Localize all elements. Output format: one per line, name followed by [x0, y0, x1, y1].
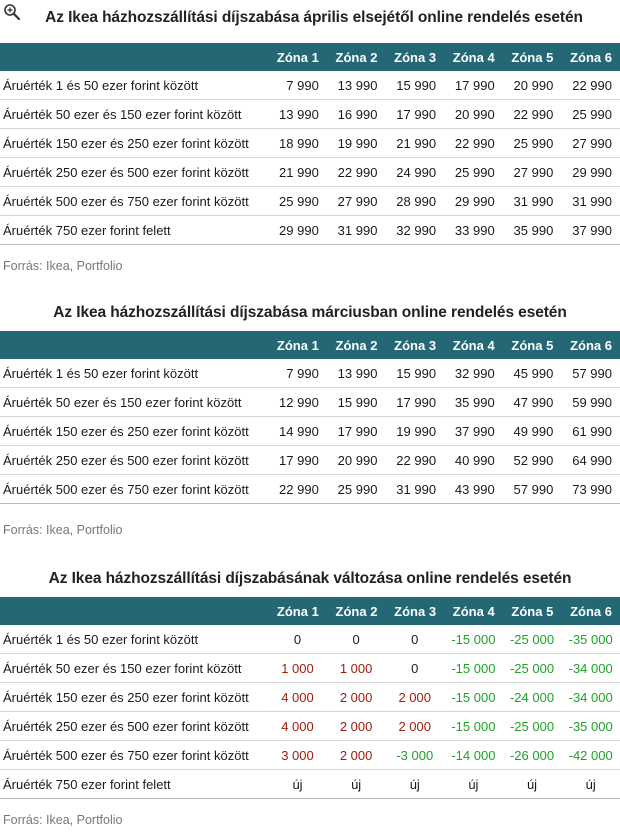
header-zone-4: Zóna 4 — [444, 597, 503, 625]
value-cell: 45 990 — [503, 359, 562, 388]
value-cell: 35 990 — [503, 216, 562, 245]
value-cell: 14 990 — [268, 417, 327, 446]
value-cell: 24 990 — [385, 158, 444, 187]
table-row — [0, 654, 620, 683]
table-row — [0, 741, 620, 770]
value-cell: 15 990 — [327, 388, 386, 417]
value-cell: új — [327, 770, 386, 799]
value-cell: 17 990 — [444, 71, 503, 100]
value-cell: 0 — [327, 625, 386, 654]
value-cell: 22 990 — [444, 129, 503, 158]
value-cell: 37 990 — [561, 216, 620, 245]
header-zone-2: Zóna 2 — [327, 597, 386, 625]
header-zone-3: Zóna 3 — [385, 43, 444, 71]
value-cell: -14 000 — [444, 741, 503, 770]
value-cell: 28 990 — [385, 187, 444, 216]
value-cell: 17 990 — [268, 446, 327, 475]
header-zone-1: Zóna 1 — [268, 43, 327, 71]
header-zone-6: Zóna 6 — [561, 597, 620, 625]
value-cell: új — [561, 770, 620, 799]
value-cell: -35 000 — [561, 712, 620, 741]
value-cell: -34 000 — [561, 654, 620, 683]
table-row — [0, 417, 620, 446]
row-label: Áruérték 250 ezer és 500 ezer forint között — [0, 712, 268, 741]
value-cell: 2 000 — [385, 683, 444, 712]
value-cell: új — [503, 770, 562, 799]
table-row — [0, 216, 620, 245]
value-cell: 12 990 — [268, 388, 327, 417]
value-cell: 61 990 — [561, 417, 620, 446]
value-cell: -35 000 — [561, 625, 620, 654]
value-cell: 7 990 — [268, 359, 327, 388]
value-cell: -26 000 — [503, 741, 562, 770]
row-label: Áruérték 50 ezer és 150 ezer forint között — [0, 100, 268, 129]
value-cell: 1 000 — [268, 654, 327, 683]
table-1-source: Forrás: Ikea, Portfolio — [3, 259, 123, 273]
row-label: Áruérték 500 ezer és 750 ezer forint között — [0, 475, 268, 504]
value-cell: 31 990 — [561, 187, 620, 216]
header-zone-5: Zóna 5 — [503, 331, 562, 359]
value-cell: -25 000 — [503, 625, 562, 654]
value-cell: 40 990 — [444, 446, 503, 475]
table-1-title: Az Ikea házhozszállítási díjszabása április elsejétől online rendelés esetén — [45, 9, 583, 26]
value-cell: 27 990 — [327, 187, 386, 216]
value-cell: -42 000 — [561, 741, 620, 770]
value-cell: 31 990 — [385, 475, 444, 504]
row-label: Áruérték 500 ezer és 750 ezer forint között — [0, 741, 268, 770]
value-cell: 43 990 — [444, 475, 503, 504]
header-zone-5: Zóna 5 — [503, 597, 562, 625]
value-cell: 25 990 — [444, 158, 503, 187]
value-cell: 32 990 — [444, 359, 503, 388]
header-label-cell — [0, 43, 268, 71]
value-cell: 47 990 — [503, 388, 562, 417]
value-cell: 27 990 — [503, 158, 562, 187]
table-3-title: Az Ikea házhozszállítási díjszabásának változása online rendelés esetén — [48, 570, 572, 587]
row-label: Áruérték 750 ezer forint felett — [0, 770, 268, 799]
row-label: Áruérték 150 ezer és 250 ezer forint között — [0, 417, 268, 446]
value-cell: 2 000 — [327, 712, 386, 741]
table-row — [0, 446, 620, 475]
value-cell: 20 990 — [327, 446, 386, 475]
value-cell: 20 990 — [503, 71, 562, 100]
value-cell: -15 000 — [444, 712, 503, 741]
value-cell: 22 990 — [327, 158, 386, 187]
header-zone-6: Zóna 6 — [561, 331, 620, 359]
value-cell: 18 990 — [268, 129, 327, 158]
header-zone-4: Zóna 4 — [444, 331, 503, 359]
header-zone-2: Zóna 2 — [327, 43, 386, 71]
table-header-row — [0, 331, 620, 359]
row-label: Áruérték 50 ezer és 150 ezer forint között — [0, 654, 268, 683]
value-cell: 4 000 — [268, 712, 327, 741]
value-cell: új — [444, 770, 503, 799]
value-cell: 19 990 — [327, 129, 386, 158]
value-cell: 2 000 — [327, 741, 386, 770]
value-cell: 73 990 — [561, 475, 620, 504]
value-cell: 49 990 — [503, 417, 562, 446]
value-cell: 27 990 — [561, 129, 620, 158]
value-cell: 17 990 — [327, 417, 386, 446]
row-label: Áruérték 150 ezer és 250 ezer forint között — [0, 683, 268, 712]
value-cell: 35 990 — [444, 388, 503, 417]
value-cell: 15 990 — [385, 71, 444, 100]
value-cell: 31 990 — [503, 187, 562, 216]
header-label-cell — [0, 597, 268, 625]
header-zone-1: Zóna 1 — [268, 597, 327, 625]
value-cell: 16 990 — [327, 100, 386, 129]
row-label: Áruérték 750 ezer forint felett — [0, 216, 268, 245]
value-cell: 57 990 — [561, 359, 620, 388]
table-header-row — [0, 43, 620, 71]
table-row — [0, 129, 620, 158]
value-cell: 29 990 — [268, 216, 327, 245]
value-cell: 17 990 — [385, 100, 444, 129]
row-label: Áruérték 1 és 50 ezer forint között — [0, 359, 268, 388]
row-label: Áruérték 150 ezer és 250 ezer forint között — [0, 129, 268, 158]
row-label: Áruérték 250 ezer és 500 ezer forint között — [0, 158, 268, 187]
table-row — [0, 187, 620, 216]
value-cell: -24 000 — [503, 683, 562, 712]
value-cell: -15 000 — [444, 683, 503, 712]
value-cell: 0 — [385, 625, 444, 654]
value-cell: 22 990 — [385, 446, 444, 475]
header-zone-6: Zóna 6 — [561, 43, 620, 71]
value-cell: 20 990 — [444, 100, 503, 129]
table-row — [0, 625, 620, 654]
value-cell: 0 — [268, 625, 327, 654]
table-row — [0, 71, 620, 100]
value-cell: 22 990 — [561, 71, 620, 100]
value-cell: új — [268, 770, 327, 799]
table-2-title: Az Ikea házhozszállítási díjszabása márciusban online rendelés esetén — [53, 304, 567, 321]
value-cell: 4 000 — [268, 683, 327, 712]
value-cell: 17 990 — [385, 388, 444, 417]
header-zone-4: Zóna 4 — [444, 43, 503, 71]
value-cell: 19 990 — [385, 417, 444, 446]
value-cell: 22 990 — [503, 100, 562, 129]
value-cell: 29 990 — [561, 158, 620, 187]
table-april-fees — [0, 43, 620, 245]
row-label: Áruérték 250 ezer és 500 ezer forint között — [0, 446, 268, 475]
value-cell: 52 990 — [503, 446, 562, 475]
header-zone-1: Zóna 1 — [268, 331, 327, 359]
table-row — [0, 388, 620, 417]
value-cell: 64 990 — [561, 446, 620, 475]
value-cell: 29 990 — [444, 187, 503, 216]
table-row — [0, 158, 620, 187]
row-label: Áruérték 1 és 50 ezer forint között — [0, 625, 268, 654]
table-row — [0, 475, 620, 504]
header-zone-2: Zóna 2 — [327, 331, 386, 359]
table-row — [0, 100, 620, 129]
value-cell: 31 990 — [327, 216, 386, 245]
table-3-source: Forrás: Ikea, Portfolio — [3, 813, 123, 827]
row-label: Áruérték 500 ezer és 750 ezer forint között — [0, 187, 268, 216]
table-march-fees — [0, 331, 620, 504]
value-cell: 13 990 — [327, 71, 386, 100]
header-zone-3: Zóna 3 — [385, 331, 444, 359]
value-cell: 1 000 — [327, 654, 386, 683]
table-row — [0, 683, 620, 712]
value-cell: 21 990 — [268, 158, 327, 187]
table-2-source: Forrás: Ikea, Portfolio — [3, 523, 123, 537]
value-cell: -15 000 — [444, 625, 503, 654]
value-cell: 2 000 — [327, 683, 386, 712]
value-cell: új — [385, 770, 444, 799]
value-cell: 13 990 — [268, 100, 327, 129]
value-cell: 13 990 — [327, 359, 386, 388]
header-label-cell — [0, 331, 268, 359]
value-cell: 22 990 — [268, 475, 327, 504]
value-cell: 59 990 — [561, 388, 620, 417]
table-row — [0, 359, 620, 388]
value-cell: -34 000 — [561, 683, 620, 712]
table-row — [0, 712, 620, 741]
value-cell: -25 000 — [503, 712, 562, 741]
table-fee-change — [0, 597, 620, 799]
value-cell: 25 990 — [327, 475, 386, 504]
value-cell: 57 990 — [503, 475, 562, 504]
value-cell: 32 990 — [385, 216, 444, 245]
header-zone-3: Zóna 3 — [385, 597, 444, 625]
value-cell: 3 000 — [268, 741, 327, 770]
row-label: Áruérték 50 ezer és 150 ezer forint között — [0, 388, 268, 417]
header-zone-5: Zóna 5 — [503, 43, 562, 71]
value-cell: 0 — [385, 654, 444, 683]
value-cell: -15 000 — [444, 654, 503, 683]
value-cell: 21 990 — [385, 129, 444, 158]
value-cell: 25 990 — [268, 187, 327, 216]
value-cell: 37 990 — [444, 417, 503, 446]
row-label: Áruérték 1 és 50 ezer forint között — [0, 71, 268, 100]
value-cell: -25 000 — [503, 654, 562, 683]
value-cell: 2 000 — [385, 712, 444, 741]
value-cell: 7 990 — [268, 71, 327, 100]
value-cell: 33 990 — [444, 216, 503, 245]
value-cell: 15 990 — [385, 359, 444, 388]
table-row — [0, 770, 620, 799]
value-cell: -3 000 — [385, 741, 444, 770]
value-cell: 25 990 — [561, 100, 620, 129]
value-cell: 25 990 — [503, 129, 562, 158]
table-header-row — [0, 597, 620, 625]
